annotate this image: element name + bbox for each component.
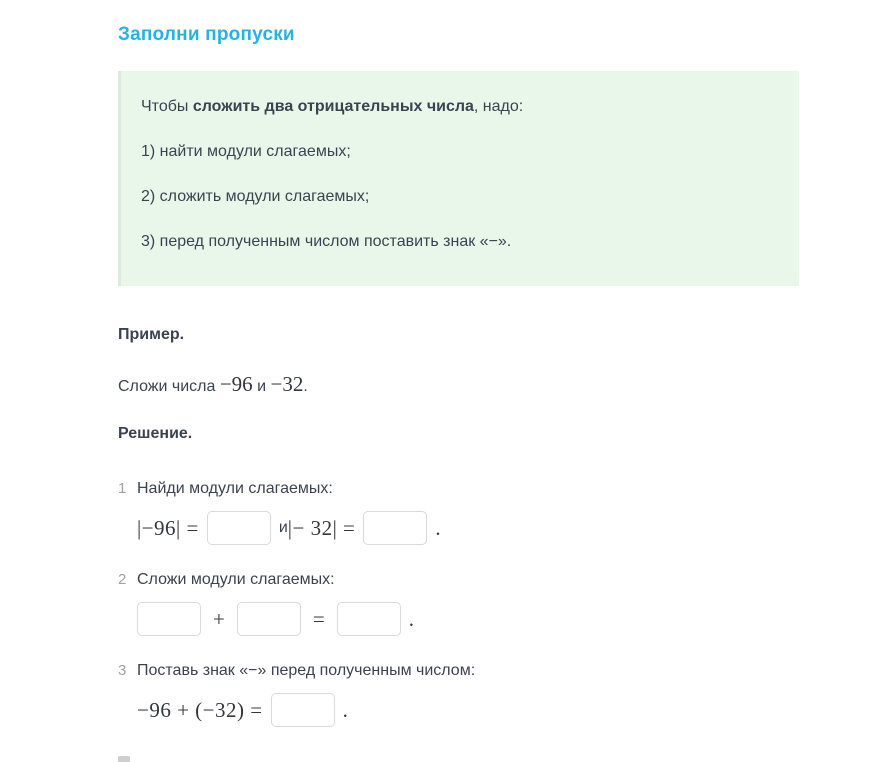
- step-2-label: Сложи модули слагаемых:: [137, 571, 335, 588]
- step-2-plus-sign: +: [213, 606, 225, 631]
- step-1-math-lhs: |−96| =: [137, 515, 199, 540]
- step-1-input-a[interactable]: [207, 511, 271, 545]
- next-section-cutoff: [118, 756, 130, 762]
- rule-intro-bold: сложить два отрицательных числа: [192, 98, 474, 115]
- step-2-equals-sign: =: [312, 606, 325, 631]
- rule-intro-prefix: Чтобы: [141, 98, 193, 115]
- step-1-math-mid: |− 32| =: [287, 515, 356, 540]
- rule-intro-suffix: , надо:: [473, 98, 524, 115]
- step-3-math-lhs: −96 + (−32) =: [137, 697, 263, 722]
- step-2-input-b[interactable]: [237, 602, 301, 636]
- step-2-equation: [137, 601, 799, 637]
- task-text-prefix: Сложи числа: [118, 378, 220, 395]
- task-number-1: −96: [219, 372, 253, 396]
- solution-steps: [118, 479, 799, 728]
- step-1-equation: [137, 510, 799, 546]
- example-task: [118, 372, 799, 397]
- example-heading: Пример.: [118, 326, 185, 343]
- task-conjunction: и: [252, 378, 271, 395]
- task-period: .: [303, 378, 308, 395]
- step-1-input-b[interactable]: [363, 511, 427, 545]
- step-2-input-a[interactable]: [137, 602, 201, 636]
- step-2-body: [137, 570, 799, 637]
- step-3-label: Поставь знак «−» перед полученным числом:: [137, 662, 476, 679]
- step-2-math-end: .: [408, 606, 414, 631]
- step-3-body: [137, 661, 799, 728]
- rule-item-2: 2) сложить модули слагаемых;: [141, 188, 370, 205]
- step-3-input-a[interactable]: [271, 693, 335, 727]
- step-1-math-end: .: [435, 515, 441, 540]
- step-3: [118, 661, 799, 728]
- rule-box: [118, 71, 799, 286]
- rule-item-1: 1) найти модули слагаемых;: [141, 143, 351, 160]
- step-1-label: Найди модули слагаемых:: [137, 480, 333, 497]
- step-2-number: 2: [118, 571, 127, 588]
- step-1-body: [137, 479, 799, 546]
- step-1: [118, 479, 799, 546]
- task-number-2: −32: [270, 372, 304, 396]
- step-3-equation: [137, 692, 799, 728]
- rule-intro: [141, 96, 779, 117]
- page-title: Заполни пропуски: [118, 24, 295, 45]
- step-2: [118, 570, 799, 637]
- rule-item-3: 3) перед полученным числом поставить знак «−».: [141, 233, 512, 250]
- step-2-input-c[interactable]: [337, 602, 401, 636]
- step-1-math-conj: и: [278, 519, 288, 536]
- step-1-number: 1: [118, 480, 127, 497]
- solution-heading: Решение.: [118, 425, 193, 442]
- step-3-number: 3: [118, 662, 127, 679]
- step-3-math-end: .: [342, 697, 348, 722]
